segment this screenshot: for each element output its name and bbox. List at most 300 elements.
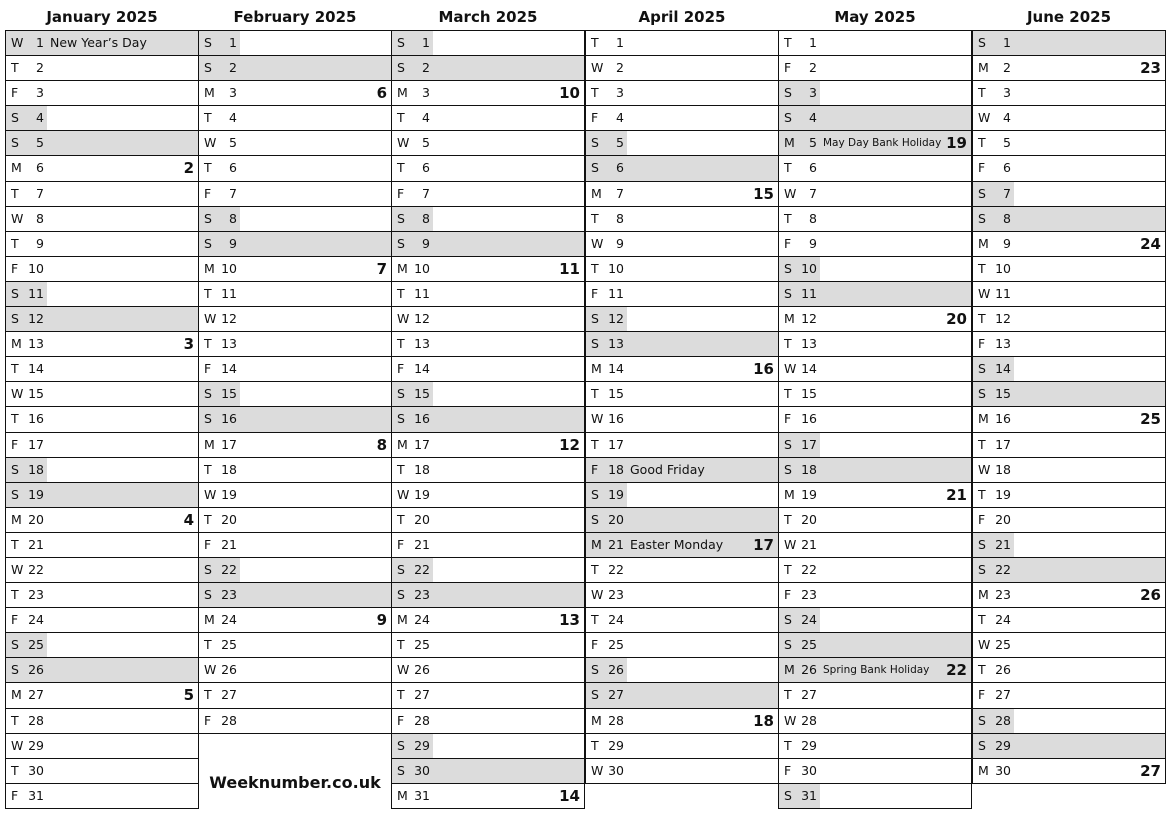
day-row[interactable] (6, 658, 198, 683)
day-number: 13 (221, 336, 237, 352)
day-row[interactable] (392, 257, 584, 282)
weekday-letter: T (978, 612, 986, 628)
weekday-letter: M (784, 311, 795, 327)
day-row[interactable] (973, 759, 1165, 784)
day-number: 8 (229, 210, 237, 226)
day-row[interactable] (586, 583, 778, 608)
day-row[interactable] (392, 282, 584, 307)
day-row[interactable] (973, 106, 1165, 131)
weekday-letter: M (978, 587, 989, 603)
day-row[interactable] (392, 784, 584, 809)
day-row[interactable] (586, 156, 778, 181)
week-number: 2 (183, 159, 194, 178)
weekday-letter: S (784, 612, 792, 628)
day-row[interactable] (199, 483, 391, 508)
day-row[interactable] (199, 31, 391, 56)
day-row[interactable] (6, 683, 198, 708)
weekday-letter: F (784, 235, 792, 251)
day-row[interactable] (199, 533, 391, 558)
day-row[interactable] (392, 633, 584, 658)
weekday-letter: W (784, 361, 797, 377)
day-number: 10 (995, 260, 1011, 276)
day-number: 10 (414, 260, 430, 276)
day-row[interactable] (973, 533, 1165, 558)
day-row[interactable] (973, 31, 1165, 56)
week-number: 11 (559, 259, 580, 278)
day-number: 16 (28, 411, 44, 427)
day-row[interactable] (973, 131, 1165, 156)
weekday-letter: F (591, 637, 599, 653)
weekday-letter: W (978, 461, 991, 477)
day-list (585, 30, 779, 784)
day-row[interactable] (6, 558, 198, 583)
day-row[interactable] (6, 307, 198, 332)
day-row[interactable] (392, 533, 584, 558)
day-row[interactable] (586, 558, 778, 583)
day-row[interactable] (392, 407, 584, 432)
day-row[interactable] (6, 106, 198, 131)
day-row[interactable] (392, 307, 584, 332)
day-row[interactable] (586, 734, 778, 759)
day-number: 12 (414, 311, 430, 327)
day-row[interactable] (973, 683, 1165, 708)
week-number: 4 (183, 510, 194, 529)
day-row[interactable] (779, 307, 971, 332)
day-number: 5 (616, 135, 624, 151)
weekday-letter: F (978, 336, 986, 352)
day-row[interactable] (586, 232, 778, 257)
day-row[interactable] (199, 357, 391, 382)
day-row[interactable] (586, 31, 778, 56)
day-number: 4 (229, 110, 237, 126)
day-row[interactable] (586, 458, 778, 483)
day-row[interactable] (6, 633, 198, 658)
day-row[interactable] (586, 759, 778, 784)
weekday-letter: T (784, 737, 792, 753)
day-row[interactable] (6, 31, 198, 56)
day-row[interactable] (199, 332, 391, 357)
day-row[interactable] (199, 156, 391, 181)
weekday-letter: W (784, 185, 797, 201)
weekday-letter: S (784, 110, 792, 126)
day-row[interactable] (586, 257, 778, 282)
day-row[interactable] (199, 433, 391, 458)
day-row[interactable] (586, 382, 778, 407)
weekday-letter: S (397, 762, 405, 778)
day-number: 8 (1003, 210, 1011, 226)
day-row[interactable] (586, 106, 778, 131)
day-number: 20 (414, 511, 430, 527)
day-row[interactable] (199, 282, 391, 307)
week-number: 26 (1140, 586, 1161, 605)
day-row[interactable] (586, 81, 778, 106)
day-number: 1 (616, 35, 624, 50)
weekday-letter: S (978, 210, 986, 226)
day-row[interactable] (392, 332, 584, 357)
day-row[interactable] (779, 784, 971, 809)
day-row[interactable] (973, 558, 1165, 583)
day-row[interactable] (199, 683, 391, 708)
day-row[interactable] (392, 382, 584, 407)
day-row[interactable] (973, 282, 1165, 307)
day-row[interactable] (199, 257, 391, 282)
day-row[interactable] (779, 357, 971, 382)
day-number: 19 (995, 486, 1011, 502)
day-row[interactable] (6, 433, 198, 458)
day-row[interactable] (779, 156, 971, 181)
day-row[interactable] (973, 658, 1165, 683)
weekday-letter: T (11, 235, 19, 251)
day-row[interactable] (586, 357, 778, 382)
day-row[interactable] (392, 658, 584, 683)
day-number: 19 (608, 486, 624, 502)
day-number: 2 (616, 60, 624, 76)
day-row[interactable] (392, 56, 584, 81)
day-row[interactable] (199, 658, 391, 683)
day-row[interactable] (199, 382, 391, 407)
month-title: February 2025 (233, 8, 357, 26)
day-row[interactable] (6, 207, 198, 232)
day-row[interactable] (779, 81, 971, 106)
day-number: 16 (995, 411, 1011, 427)
day-row[interactable] (779, 483, 971, 508)
weekday-letter: S (591, 511, 599, 527)
day-row[interactable] (392, 508, 584, 533)
day-number: 5 (422, 135, 430, 151)
day-row[interactable] (973, 633, 1165, 658)
day-number: 24 (995, 612, 1011, 628)
day-row[interactable] (779, 232, 971, 257)
day-row[interactable] (6, 759, 198, 784)
weekday-letter: S (978, 185, 986, 201)
day-row[interactable] (779, 433, 971, 458)
weekday-letter: W (11, 561, 24, 577)
day-row[interactable] (586, 433, 778, 458)
weekday-letter: S (784, 436, 792, 452)
day-number: 12 (608, 311, 624, 327)
day-row[interactable] (973, 156, 1165, 181)
day-row[interactable] (6, 508, 198, 533)
day-row[interactable] (973, 81, 1165, 106)
day-row[interactable] (586, 533, 778, 558)
day-row[interactable] (392, 683, 584, 708)
week-number: 18 (753, 711, 774, 730)
day-row[interactable] (6, 608, 198, 633)
day-row[interactable] (973, 357, 1165, 382)
day-row[interactable] (973, 483, 1165, 508)
day-number: 31 (414, 787, 430, 803)
day-number: 2 (809, 60, 817, 76)
day-row[interactable] (392, 483, 584, 508)
weekday-letter: S (11, 135, 19, 151)
day-number: 1 (229, 35, 237, 50)
day-row[interactable] (6, 81, 198, 106)
day-row[interactable] (199, 232, 391, 257)
day-row[interactable] (973, 608, 1165, 633)
day-number: 17 (414, 436, 430, 452)
holiday-name: Easter Monday (630, 536, 724, 552)
day-row[interactable] (586, 332, 778, 357)
day-number: 23 (608, 587, 624, 603)
day-number: 7 (422, 185, 430, 201)
day-number: 25 (28, 637, 44, 653)
weekday-letter: S (591, 486, 599, 502)
day-row[interactable] (586, 407, 778, 432)
day-row[interactable] (6, 734, 198, 759)
day-row[interactable] (199, 207, 391, 232)
weekday-letter: W (978, 110, 991, 126)
day-row[interactable] (973, 458, 1165, 483)
day-number: 21 (414, 536, 430, 552)
day-number: 18 (995, 461, 1011, 477)
day-row[interactable] (779, 31, 971, 56)
day-row[interactable] (392, 759, 584, 784)
holiday-name: May Day Bank Holiday (823, 137, 942, 150)
day-row[interactable] (586, 207, 778, 232)
weekday-letter: T (978, 662, 986, 678)
day-number: 26 (221, 662, 237, 678)
day-row[interactable] (779, 56, 971, 81)
day-row[interactable] (6, 332, 198, 357)
day-number: 11 (221, 285, 237, 301)
month-title: May 2025 (834, 8, 916, 26)
day-number: 16 (221, 411, 237, 427)
weekday-letter: F (591, 461, 599, 477)
day-row[interactable] (6, 182, 198, 207)
day-row[interactable] (973, 433, 1165, 458)
day-row[interactable] (779, 709, 971, 734)
week-number: 23 (1140, 59, 1161, 78)
day-row[interactable] (199, 508, 391, 533)
day-row[interactable] (392, 182, 584, 207)
day-row[interactable] (392, 207, 584, 232)
day-row[interactable] (973, 182, 1165, 207)
day-row[interactable] (779, 633, 971, 658)
day-row[interactable] (392, 583, 584, 608)
day-row[interactable] (586, 608, 778, 633)
day-number: 8 (616, 210, 624, 226)
day-row[interactable] (779, 131, 971, 156)
weekday-letter: S (11, 461, 19, 477)
weekday-letter: S (591, 135, 599, 151)
day-row[interactable] (6, 232, 198, 257)
weekday-letter: T (204, 285, 212, 301)
day-row[interactable] (973, 734, 1165, 759)
day-row[interactable] (973, 257, 1165, 282)
day-row[interactable] (973, 508, 1165, 533)
day-number: 13 (801, 336, 817, 352)
day-row[interactable] (779, 658, 971, 683)
day-row[interactable] (199, 458, 391, 483)
weekday-letter: F (978, 511, 986, 527)
day-row[interactable] (199, 106, 391, 131)
day-row[interactable] (392, 608, 584, 633)
day-row[interactable] (199, 131, 391, 156)
day-row[interactable] (6, 357, 198, 382)
day-row[interactable] (6, 156, 198, 181)
day-row[interactable] (779, 533, 971, 558)
day-row[interactable] (779, 759, 971, 784)
day-number: 22 (608, 561, 624, 577)
day-number: 18 (221, 461, 237, 477)
day-row[interactable] (199, 56, 391, 81)
day-number: 23 (995, 587, 1011, 603)
day-row[interactable] (586, 131, 778, 156)
day-row[interactable] (779, 683, 971, 708)
day-row[interactable] (973, 232, 1165, 257)
day-row[interactable] (779, 282, 971, 307)
day-row[interactable] (392, 709, 584, 734)
weekday-letter: T (591, 210, 599, 226)
day-row[interactable] (199, 307, 391, 332)
weekday-letter: T (978, 486, 986, 502)
day-row[interactable] (586, 658, 778, 683)
day-row[interactable] (6, 583, 198, 608)
day-row[interactable] (392, 156, 584, 181)
weekday-letter: W (397, 486, 410, 502)
day-row[interactable] (392, 357, 584, 382)
day-row[interactable] (6, 458, 198, 483)
day-row[interactable] (973, 407, 1165, 432)
day-row[interactable] (779, 407, 971, 432)
month-column (198, 0, 392, 734)
day-row[interactable] (973, 207, 1165, 232)
day-number: 28 (801, 712, 817, 728)
day-row[interactable] (586, 182, 778, 207)
weekday-letter: M (204, 260, 215, 276)
day-row[interactable] (586, 709, 778, 734)
weekday-letter: T (978, 135, 986, 151)
day-row[interactable] (6, 131, 198, 156)
day-row[interactable] (199, 558, 391, 583)
day-row[interactable] (779, 608, 971, 633)
weekday-letter: F (204, 536, 212, 552)
day-number: 9 (1003, 235, 1011, 251)
day-row[interactable] (392, 106, 584, 131)
day-row[interactable] (199, 407, 391, 432)
day-row[interactable] (779, 734, 971, 759)
day-number: 18 (801, 461, 817, 477)
day-row[interactable] (199, 182, 391, 207)
weekday-letter: T (591, 386, 599, 402)
weekday-letter: M (397, 436, 408, 452)
weekday-letter: T (591, 85, 599, 101)
day-row[interactable] (779, 207, 971, 232)
day-row[interactable] (392, 31, 584, 56)
weekday-letter: W (11, 386, 24, 402)
day-row[interactable] (392, 734, 584, 759)
day-row[interactable] (973, 56, 1165, 81)
day-list (198, 30, 392, 734)
day-number: 7 (809, 185, 817, 201)
day-row[interactable] (779, 106, 971, 131)
day-number: 6 (809, 160, 817, 176)
day-row[interactable] (779, 332, 971, 357)
day-row[interactable] (392, 433, 584, 458)
day-row[interactable] (973, 382, 1165, 407)
day-row[interactable] (6, 483, 198, 508)
day-row[interactable] (6, 407, 198, 432)
day-row[interactable] (779, 458, 971, 483)
day-row[interactable] (779, 558, 971, 583)
day-row[interactable] (973, 709, 1165, 734)
weekday-letter: M (978, 411, 989, 427)
day-row[interactable] (199, 608, 391, 633)
day-row[interactable] (199, 81, 391, 106)
day-row[interactable] (392, 232, 584, 257)
month-title: June 2025 (1026, 8, 1112, 26)
weekday-letter: S (978, 361, 986, 377)
weekday-letter: S (784, 85, 792, 101)
day-row[interactable] (973, 307, 1165, 332)
day-row[interactable] (973, 332, 1165, 357)
day-row[interactable] (779, 508, 971, 533)
weekday-letter: S (591, 311, 599, 327)
day-row[interactable] (586, 56, 778, 81)
weekday-letter: W (784, 712, 797, 728)
day-row[interactable] (6, 382, 198, 407)
day-row[interactable] (779, 257, 971, 282)
day-row[interactable] (779, 583, 971, 608)
day-row[interactable] (6, 257, 198, 282)
day-number: 7 (36, 185, 44, 201)
day-number: 20 (28, 511, 44, 527)
weekday-letter: T (204, 511, 212, 527)
day-number: 21 (801, 536, 817, 552)
weekday-letter: M (591, 185, 602, 201)
week-number: 10 (559, 84, 580, 103)
weekday-letter: T (397, 511, 405, 527)
day-row[interactable] (6, 533, 198, 558)
weekday-letter: S (784, 637, 792, 653)
day-row[interactable] (392, 458, 584, 483)
day-row[interactable] (586, 508, 778, 533)
day-number: 17 (995, 436, 1011, 452)
weekday-letter: S (591, 662, 599, 678)
day-number: 26 (28, 662, 44, 678)
day-row[interactable] (779, 382, 971, 407)
week-number: 22 (946, 661, 967, 680)
day-row[interactable] (586, 483, 778, 508)
weekday-letter: F (204, 712, 212, 728)
weekday-letter: F (204, 361, 212, 377)
day-row[interactable] (6, 709, 198, 734)
day-row[interactable] (6, 282, 198, 307)
day-number: 9 (422, 235, 430, 251)
day-row[interactable] (6, 784, 198, 809)
day-row[interactable] (392, 81, 584, 106)
day-row[interactable] (199, 633, 391, 658)
day-row[interactable] (6, 56, 198, 81)
weekday-letter: T (397, 110, 405, 126)
day-number: 10 (801, 260, 817, 276)
weekday-letter: T (11, 185, 19, 201)
day-row[interactable] (586, 307, 778, 332)
week-number: 15 (753, 184, 774, 203)
day-row[interactable] (779, 182, 971, 207)
day-row[interactable] (973, 583, 1165, 608)
day-row[interactable] (199, 709, 391, 734)
day-row[interactable] (392, 131, 584, 156)
day-row[interactable] (586, 282, 778, 307)
day-row[interactable] (586, 633, 778, 658)
week-number: 21 (946, 485, 967, 504)
weekday-letter: T (11, 587, 19, 603)
day-row[interactable] (586, 683, 778, 708)
day-row[interactable] (199, 583, 391, 608)
day-row[interactable] (392, 558, 584, 583)
weekday-letter: W (591, 60, 604, 76)
